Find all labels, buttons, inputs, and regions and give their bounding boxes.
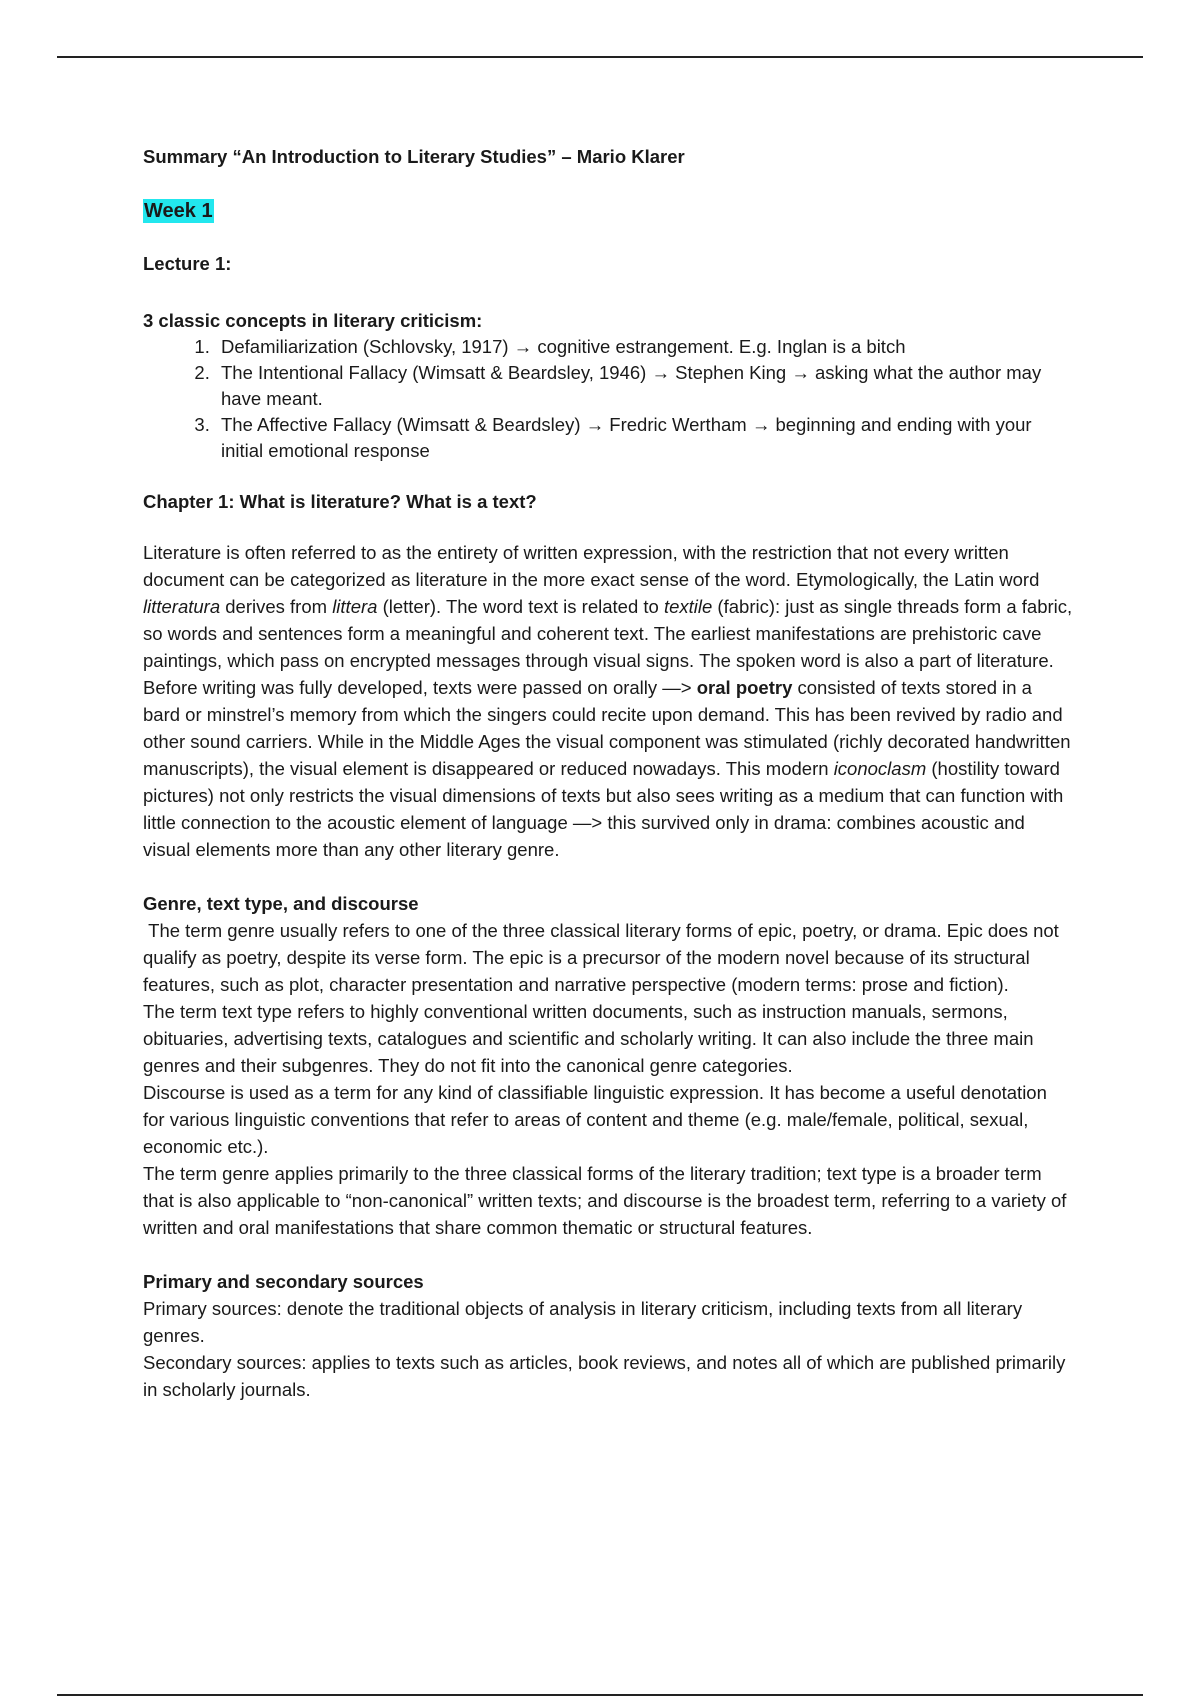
concepts-heading: 3 classic concepts in literary criticism:	[143, 310, 483, 331]
text-run: consisted of texts stored in a bard or minstrel’s memory from which the singers could recite upon demand. This has been revived by radio and other sound carriers. While in the Middle Ages the visual component was stimulated (richly decorated handwritten manuscripts), the visual element is disappeared or reduced nowadays. This modern	[143, 677, 1071, 779]
text-run: (letter). The word text is related to	[377, 596, 664, 617]
text-run: (fabric): just as single threads form a fabric, so words and sentences form a meaningful and coherent text. The earliest manifestations are prehistoric cave paintings, which pass on encrypted messages through visual signs. The spoken word is also a part of literature. Before writing was fully developed, texts were passed on orally —>	[143, 596, 1073, 698]
secondary-sources-paragraph: Secondary sources: applies to texts such as articles, book reviews, and notes all of which are published primarily in scholarly journals.	[143, 1352, 1066, 1400]
italic-term: textile	[663, 596, 713, 617]
document-title: Summary “An Introduction to Literary Studies” – Mario Klarer	[143, 146, 685, 167]
genre-summary-paragraph: The term genre applies primarily to the three classical forms of the literary tradition; text type is a broader term that is also applicable to “non-canonical” written texts; and discourse is the broadest term, referring to a variety of written and oral manifestations that share common thematic or structural features.	[143, 1163, 1067, 1238]
bold-term: oral poetry	[696, 677, 793, 698]
concept-item: 3. The Affective Fallacy (Wimsatt & Beardsley) → Fredric Wertham → beginning and ending with your initial emotional response	[215, 412, 1073, 464]
text-run: (hostility toward pictures) not only restricts the visual dimensions of texts but also sees writing as a medium that can function with little connection to the acoustic element of language —> this survived only in drama: combines acoustic and visual elements more than any other literary genre.	[143, 758, 1064, 860]
italic-term: litteratura	[143, 596, 221, 617]
concept-item: 1. Defamiliarization (Schlovsky, 1917) → cognitive estrangement. E.g. Inglan is a bitch	[215, 334, 1073, 360]
italic-term: iconoclasm	[833, 758, 927, 779]
concepts-list	[143, 334, 1073, 464]
sources-heading: Primary and secondary sources	[143, 1271, 424, 1292]
genre-heading: Genre, text type, and discourse	[143, 893, 419, 914]
footer-rule	[57, 1694, 1143, 1696]
text-run: derives from	[220, 596, 333, 617]
literature-paragraph	[143, 539, 1073, 863]
week-heading	[143, 198, 1073, 226]
genre-paragraph: The term genre usually refers to one of the three classical literary forms of epic, poetry, or drama. Epic does not qualify as poetry, despite its verse form. The epic is a precursor of the modern novel because of its structural features, such as plot, character presentation and narrative perspective (modern terms: prose and fiction).	[143, 920, 1064, 995]
document-page	[143, 146, 1073, 1403]
text-run: Literature is often referred to as the entirety of written expression, with the restriction that not every written document can be categorized as literature in the more exact sense of the word. Etymologically, the Latin word	[143, 542, 1040, 590]
discourse-paragraph: Discourse is used as a term for any kind of classifiable linguistic expression. It has become a useful denotation for various linguistic conventions that refer to areas of content and theme (e.g. male/female, political, sexual, economic etc.).	[143, 1082, 1047, 1157]
header-rule	[57, 56, 1143, 58]
primary-sources-paragraph: Primary sources: denote the traditional objects of analysis in literary criticism, including texts from all literary genres.	[143, 1298, 1023, 1346]
chapter-heading: Chapter 1: What is literature? What is a text?	[143, 491, 537, 512]
week-highlight: Week 1	[144, 200, 213, 222]
italic-term: littera	[332, 596, 378, 617]
concept-item: 2. The Intentional Fallacy (Wimsatt & Beardsley, 1946) → Stephen King → asking what the author may have meant.	[215, 360, 1073, 412]
lecture-heading: Lecture 1:	[143, 253, 232, 274]
text-type-paragraph: The term text type refers to highly conventional written documents, such as instruction manuals, sermons, obituaries, advertising texts, catalogues and scientific and scholarly writing. It can also include the three main genres and their subgenres. They do not fit into the canonical genre categories.	[143, 1001, 1034, 1076]
